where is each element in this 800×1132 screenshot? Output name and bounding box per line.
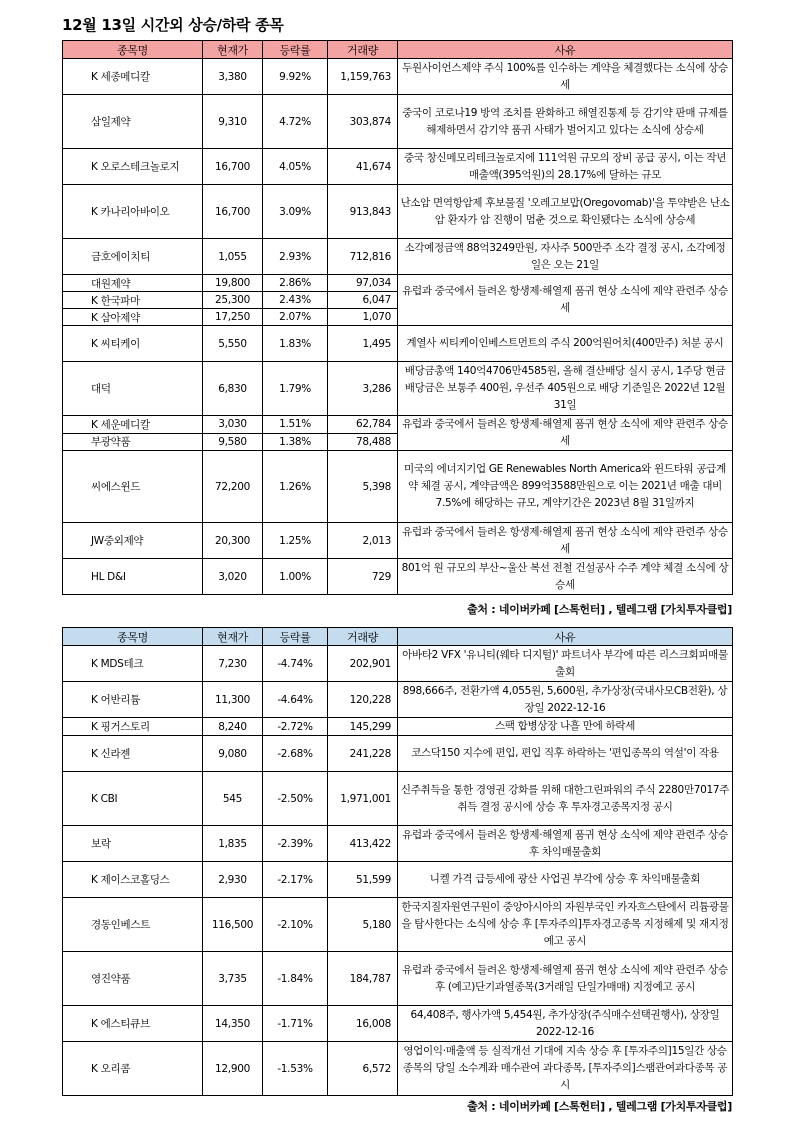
stock-price: 14,350: [203, 1006, 263, 1042]
stock-volume: 5,398: [328, 451, 398, 523]
stock-rate: 9.92%: [263, 59, 328, 95]
stock-name: K 세종메디칼: [63, 59, 203, 95]
stock-price: 17,250: [203, 309, 263, 326]
header-price: 현재가: [203, 41, 263, 59]
table-row: [63, 952, 733, 1006]
stock-rate: -2.17%: [263, 862, 328, 898]
stock-rate: -1.53%: [263, 1042, 328, 1096]
table-header-row: [63, 41, 733, 59]
stock-price: 5,550: [203, 326, 263, 362]
stock-volume: 51,599: [328, 862, 398, 898]
stock-name: JW중외제약: [63, 523, 203, 559]
stock-rate: -2.50%: [263, 772, 328, 826]
stock-price: 3,380: [203, 59, 263, 95]
stock-rate: 2.43%: [263, 292, 328, 309]
table-row: [63, 718, 733, 736]
stock-volume: 202,901: [328, 646, 398, 682]
table-row: [63, 646, 733, 682]
stock-reason: 배당금총액 140억4706만4585원, 올해 결산배당 실시 공시, 1주당 현금 배당금은 보통주 400원, 우선주 405원으로 배당 기준일은 2022년 12월 31일: [398, 362, 733, 416]
header-reason: 사유: [398, 628, 733, 646]
stock-name: 보락: [63, 826, 203, 862]
stock-name: K 오리콤: [63, 1042, 203, 1096]
table-row: [63, 736, 733, 772]
stock-price: 9,580: [203, 433, 263, 451]
stock-rate: 1.25%: [263, 523, 328, 559]
table-row: [63, 898, 733, 952]
stock-price: 7,230: [203, 646, 263, 682]
stock-reason: 801억 원 규모의 부산~울산 복선 전철 건설공사 수주 계약 체결 소식에 상승세: [398, 559, 733, 595]
stock-reason: 중국 창신메모리테크놀로지에 111억원 규모의 장비 공급 공시, 이는 작년 매출액(395억원)의 28.17%에 달하는 규모: [398, 149, 733, 185]
table-row: [63, 682, 733, 718]
stock-rate: 3.09%: [263, 185, 328, 239]
table-row: [63, 326, 733, 362]
source-note: 출처 : 네이버카페 [스톡헌터] , 텔레그램 [가치투자클럽]: [467, 603, 732, 616]
stock-name: K 씨티케이: [63, 326, 203, 362]
stock-rate: -2.10%: [263, 898, 328, 952]
stock-price: 9,310: [203, 95, 263, 149]
header-volume: 거래량: [328, 628, 398, 646]
header-name: 종목명: [63, 41, 203, 59]
falling-stocks-table: [62, 627, 733, 1096]
table-row: [63, 362, 733, 416]
stock-price: 3,735: [203, 952, 263, 1006]
stock-rate: 1.51%: [263, 416, 328, 434]
table-row: [63, 826, 733, 862]
header-reason: 사유: [398, 41, 733, 59]
stock-volume: 2,013: [328, 523, 398, 559]
stock-name: 씨에스윈드: [63, 451, 203, 523]
stock-reason: 니켈 가격 급등세에 광산 사업권 부각에 상승 후 차익매물출회: [398, 862, 733, 898]
stock-price: 19,800: [203, 275, 263, 292]
stock-price: 116,500: [203, 898, 263, 952]
stock-volume: 62,784: [328, 416, 398, 434]
stock-name: 경동인베스트: [63, 898, 203, 952]
stock-rate: 2.07%: [263, 309, 328, 326]
stock-volume: 6,047: [328, 292, 398, 309]
stock-name: K 제이스코홀딩스: [63, 862, 203, 898]
stock-price: 2,930: [203, 862, 263, 898]
stock-volume: 120,228: [328, 682, 398, 718]
header-volume: 거래량: [328, 41, 398, 59]
stock-reason: 유럽과 중국에서 들려온 항생제·해열제 품귀 현상 소식에 제약 관련주 상승세: [398, 416, 733, 451]
stock-reason: 64,408주, 행사가액 5,454원, 추가상장(주식매수선택권행사), 상장일 2022-12-16: [398, 1006, 733, 1042]
stock-price: 1,055: [203, 239, 263, 275]
page-title: 12월 13일 시간외 상승/하락 종목: [62, 16, 284, 34]
stock-price: 16,700: [203, 149, 263, 185]
source-note: 출처 : 네이버카페 [스톡헌터] , 텔레그램 [가치투자클럽]: [467, 1100, 732, 1113]
stock-name: K 세운메디칼: [63, 416, 203, 434]
stock-rate: -4.64%: [263, 682, 328, 718]
stock-rate: -2.68%: [263, 736, 328, 772]
stock-name: HL D&I: [63, 559, 203, 595]
stock-rate: -1.84%: [263, 952, 328, 1006]
header-price: 현재가: [203, 628, 263, 646]
stock-volume: 1,070: [328, 309, 398, 326]
stock-volume: 712,816: [328, 239, 398, 275]
stock-reason: 소각예정금액 88억3249만원, 자사주 500만주 소각 결정 공시, 소각예정일은 오는 21일: [398, 239, 733, 275]
stock-volume: 1,159,763: [328, 59, 398, 95]
stock-volume: 413,422: [328, 826, 398, 862]
table-row: [63, 59, 733, 95]
table-row: [63, 1006, 733, 1042]
stock-price: 1,835: [203, 826, 263, 862]
table-row: [63, 523, 733, 559]
stock-price: 72,200: [203, 451, 263, 523]
table-row: [63, 416, 733, 434]
stock-volume: 16,008: [328, 1006, 398, 1042]
stock-name: K 오로스테크놀로지: [63, 149, 203, 185]
stock-rate: -1.71%: [263, 1006, 328, 1042]
stock-volume: 913,843: [328, 185, 398, 239]
stock-rate: 1.26%: [263, 451, 328, 523]
stock-reason: 미국의 에너지기업 GE Renewables North America와 윈드타워 공급계약 체결 공시, 계약금액은 899억3588만원으로 이는 2021년 매출 대비 7.5%에 해당하는 규모, 계약기간은 2023년 8월 31일까지: [398, 451, 733, 523]
header-rate: 등락률: [263, 628, 328, 646]
stock-price: 545: [203, 772, 263, 826]
stock-reason: 계열사 씨티케이인베스트먼트의 주식 200억원어치(400만주) 처분 공시: [398, 326, 733, 362]
stock-name: K CBI: [63, 772, 203, 826]
table-row: [63, 1042, 733, 1096]
stock-name: K 카나리아바이오: [63, 185, 203, 239]
stock-price: 3,020: [203, 559, 263, 595]
stock-volume: 97,034: [328, 275, 398, 292]
stock-reason: 코스닥150 지수에 편입, 편입 직후 하락하는 '편입종목의 역설'이 작용: [398, 736, 733, 772]
stock-rate: 1.83%: [263, 326, 328, 362]
stock-reason: 영업이익·매출액 등 실적개선 기대에 지속 상승 후 [투자주의]15일간 상승종목의 당일 소수계좌 매수관여 과다종목, [투자주의]스팸관여과다종목 공시: [398, 1042, 733, 1096]
stock-name: K 에스티큐브: [63, 1006, 203, 1042]
stock-name: 대덕: [63, 362, 203, 416]
table-row: [63, 862, 733, 898]
stock-volume: 145,299: [328, 718, 398, 736]
stock-volume: 1,495: [328, 326, 398, 362]
table-row: [63, 95, 733, 149]
table-row: [63, 559, 733, 595]
stock-name: 영진약품: [63, 952, 203, 1006]
stock-name: K 어반리튬: [63, 682, 203, 718]
rising-stocks-table: [62, 40, 733, 595]
stock-reason: 유럽과 중국에서 들려온 항생제·해열제 품귀 현상 소식에 제약 관련주 상승 후 (예고)단기과열종목(3거래일 단일가매매) 지정예고 공시: [398, 952, 733, 1006]
stock-reason: 두원사이언스제약 주식 100%를 인수하는 계약을 체결했다는 소식에 상승세: [398, 59, 733, 95]
stock-name: K 삼아제약: [63, 309, 203, 326]
stock-price: 16,700: [203, 185, 263, 239]
stock-price: 11,300: [203, 682, 263, 718]
stock-volume: 3,286: [328, 362, 398, 416]
stock-rate: 1.38%: [263, 433, 328, 451]
stock-price: 25,300: [203, 292, 263, 309]
stock-name: 금호에이치티: [63, 239, 203, 275]
stock-rate: 1.00%: [263, 559, 328, 595]
stock-rate: 4.05%: [263, 149, 328, 185]
stock-reason: 898,666주, 전환가액 4,055원, 5,600원, 추가상장(국내사모CB전환), 상장일 2022-12-16: [398, 682, 733, 718]
stock-volume: 184,787: [328, 952, 398, 1006]
stock-reason: 난소암 면역항암제 후보물질 '오레고보맙(Oregovomab)'을 투약받은 난소암 환자가 암 진행이 멈춘 것으로 확인됐다는 소식에 상승세: [398, 185, 733, 239]
table-row: [63, 451, 733, 523]
table-header-row: [63, 628, 733, 646]
stock-volume: 5,180: [328, 898, 398, 952]
table-row: [63, 239, 733, 275]
stock-reason: 아바타2 VFX '유니티(웨타 디지털)' 파트너사 부각에 따른 리스크회피매물출회: [398, 646, 733, 682]
stock-price: 9,080: [203, 736, 263, 772]
table-row: [63, 772, 733, 826]
stock-rate: 4.72%: [263, 95, 328, 149]
header-rate: 등락률: [263, 41, 328, 59]
stock-reason: 스팩 합병상장 나흘 만에 하락세: [398, 718, 733, 736]
stock-rate: 2.93%: [263, 239, 328, 275]
stock-rate: -2.39%: [263, 826, 328, 862]
stock-volume: 6,572: [328, 1042, 398, 1096]
stock-volume: 241,228: [328, 736, 398, 772]
stock-price: 3,030: [203, 416, 263, 434]
stock-reason: 한국지질자원연구원이 중앙아시아의 자원부국인 카자흐스탄에서 리튬광물을 탐사한다는 소식에 상승 후 [투자주의]투자경고종목 지정해제 및 재지정 예고 공시: [398, 898, 733, 952]
table-row: [63, 149, 733, 185]
stock-volume: 41,674: [328, 149, 398, 185]
stock-reason: 중국이 코로나19 방역 조치를 완화하고 해열진통제 등 감기약 판매 규제를 해제하면서 감기약 품귀 사태가 벌어지고 있다는 소식에 상승세: [398, 95, 733, 149]
stock-name: K MDS테크: [63, 646, 203, 682]
stock-price: 8,240: [203, 718, 263, 736]
stock-price: 12,900: [203, 1042, 263, 1096]
stock-reason: 신주취득을 통한 경영권 강화를 위해 대한그린파워의 주식 2280만7017주 취득 결정 공시에 상승 후 투자경고종목지정 공시: [398, 772, 733, 826]
stock-rate: -2.72%: [263, 718, 328, 736]
stock-name: 삼일제약: [63, 95, 203, 149]
stock-volume: 303,874: [328, 95, 398, 149]
stock-volume: 1,971,001: [328, 772, 398, 826]
stock-name: K 한국파마: [63, 292, 203, 309]
stock-reason: 유럽과 중국에서 들려온 항생제·해열제 품귀 현상 소식에 제약 관련주 상승세: [398, 523, 733, 559]
stock-name: K 핑거스토리: [63, 718, 203, 736]
stock-price: 6,830: [203, 362, 263, 416]
stock-volume: 78,488: [328, 433, 398, 451]
stock-reason: 유럽과 중국에서 들려온 항생제·해열제 품귀 현상 소식에 제약 관련주 상승세: [398, 275, 733, 326]
table-row: [63, 275, 733, 292]
stock-rate: 1.79%: [263, 362, 328, 416]
stock-name: K 신라젠: [63, 736, 203, 772]
stock-volume: 729: [328, 559, 398, 595]
header-name: 종목명: [63, 628, 203, 646]
stock-price: 20,300: [203, 523, 263, 559]
stock-name: 대원제약: [63, 275, 203, 292]
stock-rate: 2.86%: [263, 275, 328, 292]
stock-name: 부광약품: [63, 433, 203, 451]
stock-reason: 유럽과 중국에서 들려온 항생제·해열제 품귀 현상 소식에 제약 관련주 상승 후 차익매물출회: [398, 826, 733, 862]
table-row: [63, 185, 733, 239]
stock-rate: -4.74%: [263, 646, 328, 682]
